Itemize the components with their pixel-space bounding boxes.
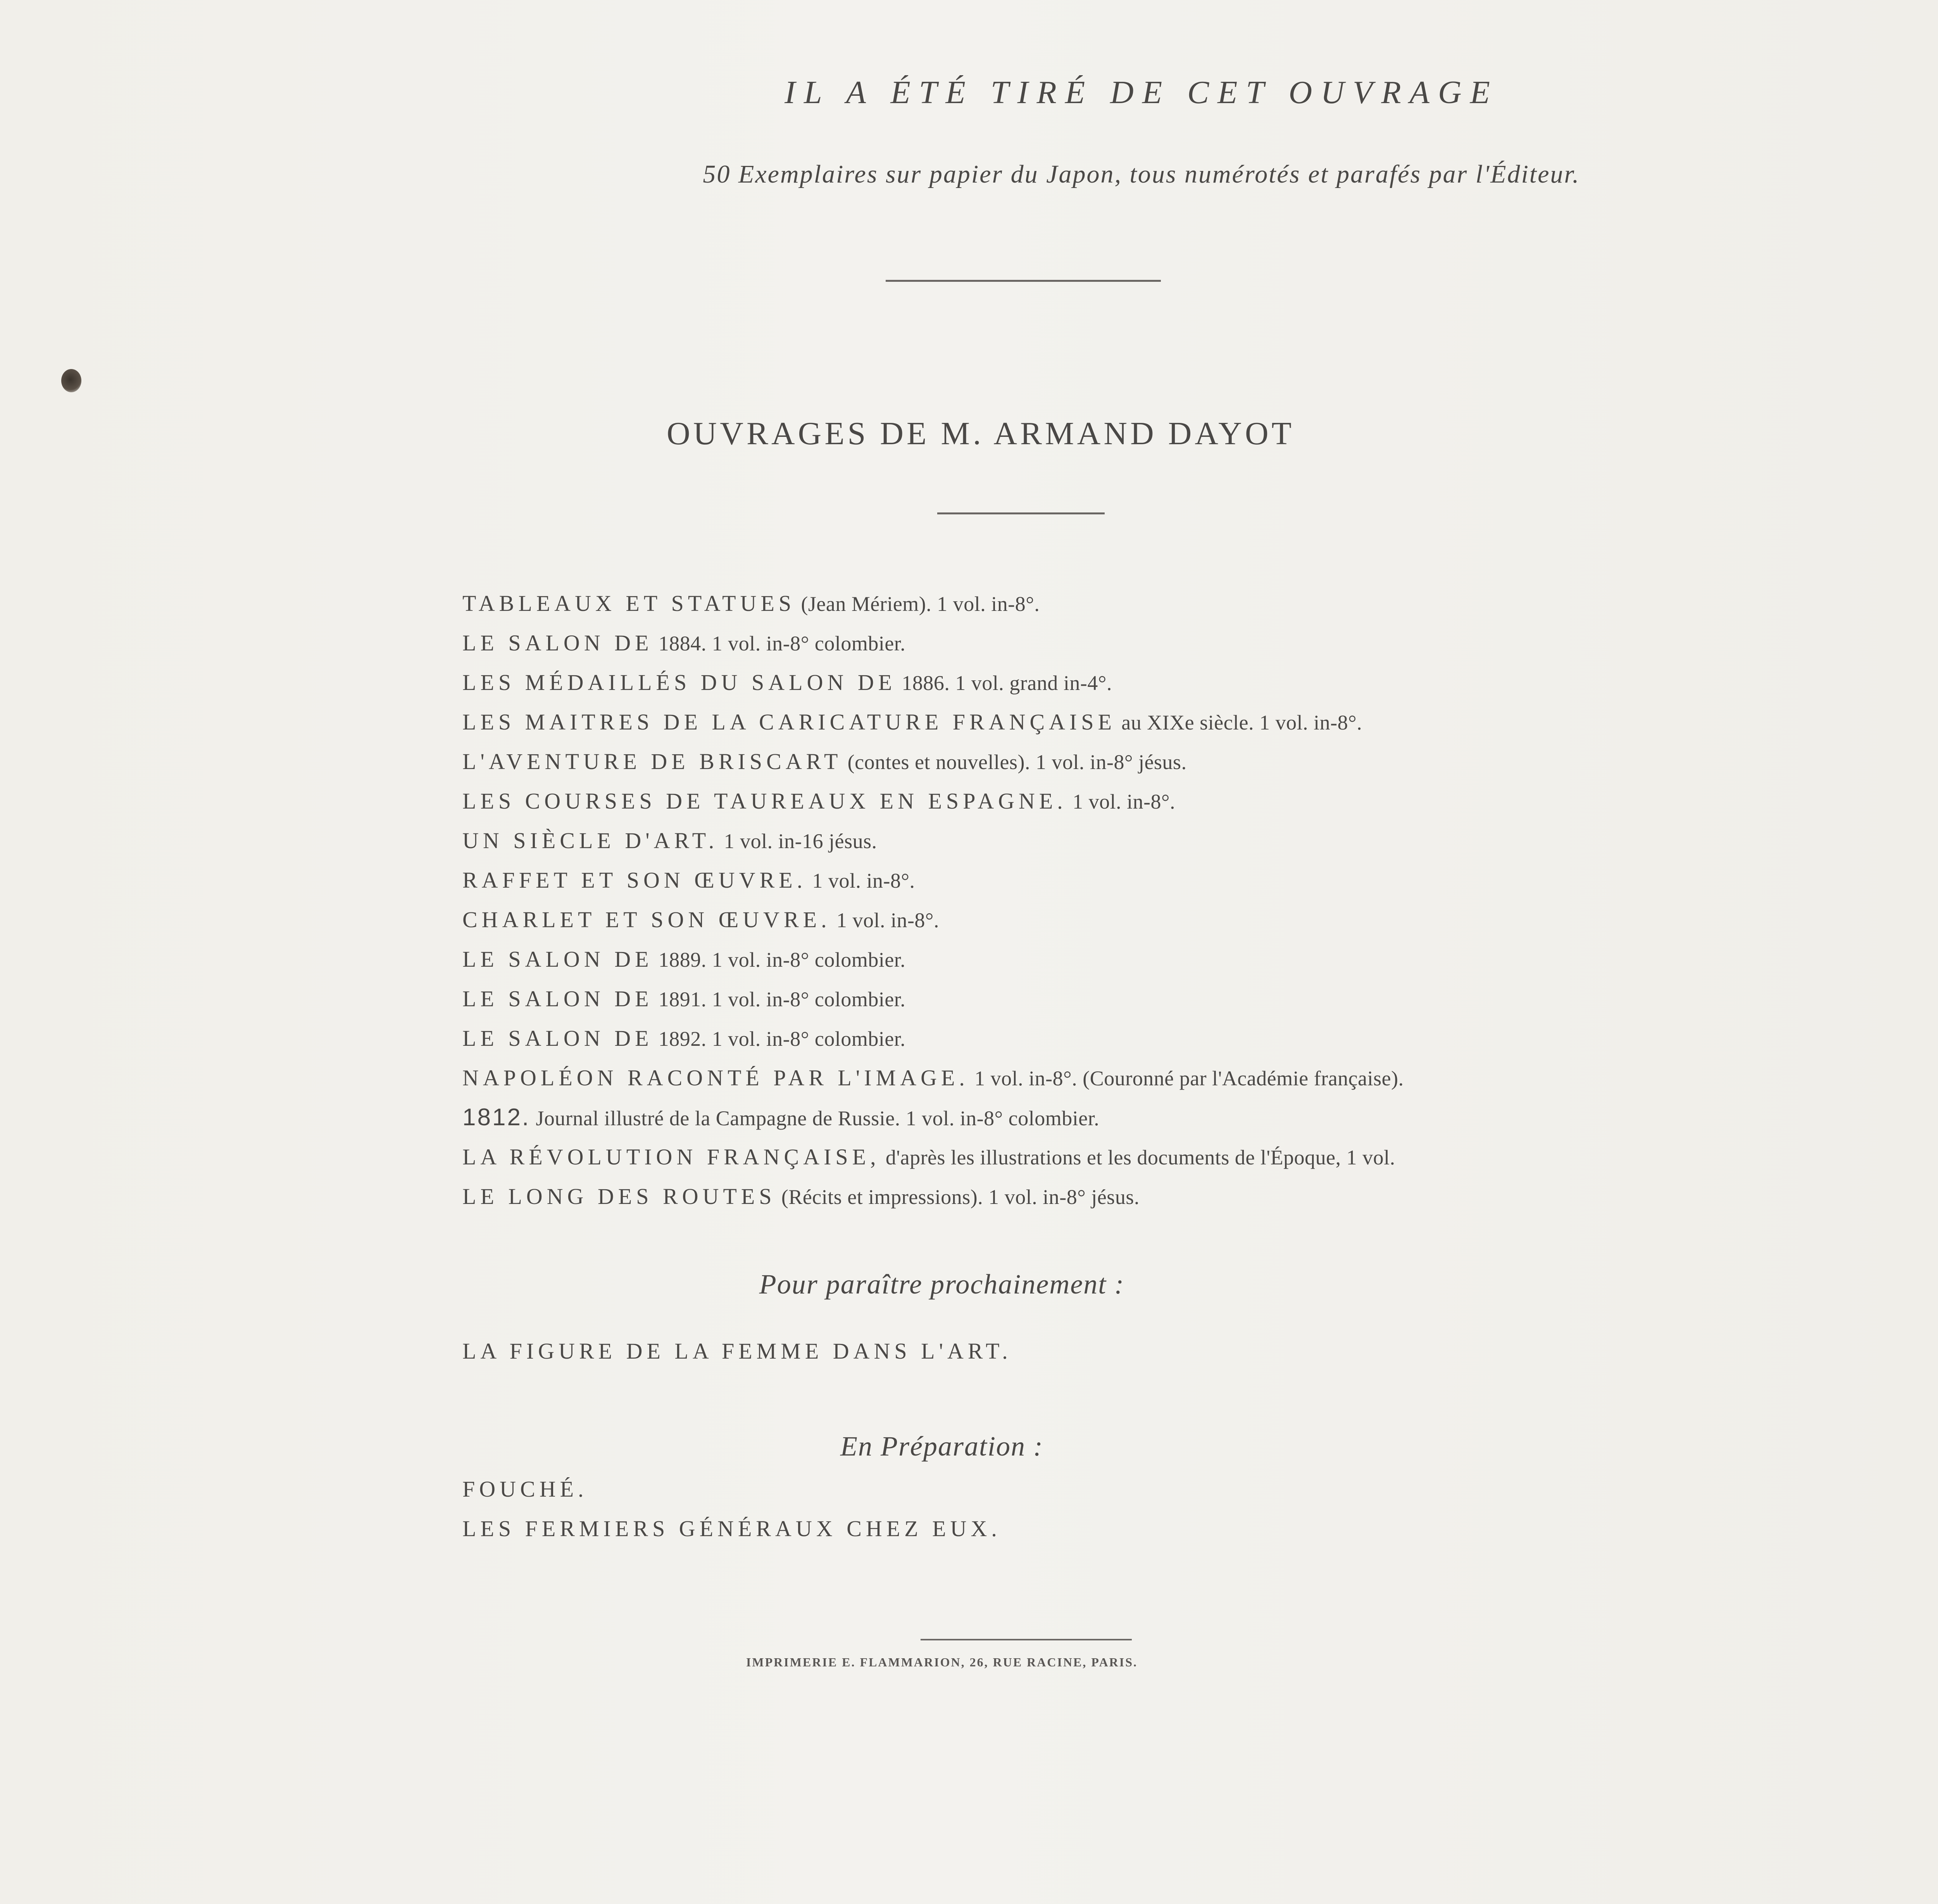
- work-detail: (Jean Mériem). 1 vol. in-8°.: [801, 592, 1040, 616]
- work-title: LE SALON DE: [462, 947, 653, 972]
- work-detail: 1892. 1 vol. in-8° colombier.: [658, 1027, 906, 1050]
- list-item: [462, 623, 1404, 663]
- work-detail: (Récits et impressions). 1 vol. in-8° jésus.: [781, 1185, 1140, 1209]
- work-title: 1812.: [462, 1104, 531, 1131]
- work-detail: 1891. 1 vol. in-8° colombier.: [658, 988, 906, 1011]
- divider-ouvrages: [937, 512, 1105, 514]
- work-detail: au XIXe siècle. 1 vol. in-8°.: [1121, 711, 1362, 734]
- forthcoming-heading: Pour paraître prochainement :: [759, 1269, 1125, 1300]
- ouvrages-title: OUVRAGES DE M. ARMAND DAYOT: [666, 416, 1295, 452]
- work-detail: 1 vol. in-16 jésus.: [724, 830, 877, 853]
- preparation-item: LES FERMIERS GÉNÉRAUX CHEZ EUX.: [462, 1516, 1001, 1541]
- list-item: [462, 1019, 1404, 1058]
- list-item: [462, 584, 1404, 623]
- work-title: LE SALON DE: [462, 1026, 653, 1051]
- work-detail: 1886. 1 vol. grand in-4°.: [902, 671, 1112, 695]
- work-title: LE SALON DE: [462, 986, 653, 1011]
- work-detail: 1884. 1 vol. in-8° colombier.: [658, 632, 906, 655]
- list-item: [462, 821, 1404, 861]
- list-item: [462, 1177, 1404, 1216]
- list-item: [462, 663, 1404, 702]
- work-detail: Journal illustré de la Campagne de Russie. 1 vol. in-8° colombier.: [536, 1107, 1100, 1130]
- work-title: CHARLET ET SON ŒUVRE.: [462, 907, 831, 932]
- work-title: L'AVENTURE DE BRISCART: [462, 749, 842, 774]
- work-detail: 1 vol. in-8°.: [812, 869, 915, 892]
- list-item: [462, 940, 1404, 979]
- tirage-heading: IL A ÉTÉ TIRÉ DE CET OUVRAGE: [785, 74, 1498, 110]
- work-detail: d'après les illustrations et les documents de l'Époque, 1 vol.: [885, 1146, 1395, 1169]
- work-title: LE LONG DES ROUTES: [462, 1184, 776, 1209]
- work-detail: (contes et nouvelles). 1 vol. in-8° jésus.: [847, 750, 1187, 774]
- list-item: [462, 861, 1404, 900]
- work-detail: 1 vol. in-8°.: [1072, 790, 1176, 813]
- preparation-item: FOUCHÉ.: [462, 1476, 588, 1502]
- work-title: NAPOLÉON RACONTÉ PAR L'IMAGE.: [462, 1065, 969, 1090]
- list-item: [462, 1058, 1404, 1098]
- list-item: [462, 781, 1404, 821]
- work-title: TABLEAUX ET STATUES: [462, 591, 796, 616]
- forthcoming-item: LA FIGURE DE LA FEMME DANS L'ART.: [462, 1338, 1012, 1364]
- works-list: [462, 584, 1404, 1216]
- work-title: LE SALON DE: [462, 630, 653, 655]
- work-detail: 1 vol. in-8°.: [836, 909, 940, 932]
- divider-imprint: [921, 1639, 1132, 1640]
- list-item: [462, 1098, 1404, 1137]
- list-item: [462, 1137, 1404, 1177]
- work-title: LES MAITRES DE LA CARICATURE FRANÇAISE: [462, 709, 1116, 735]
- work-detail: 1889. 1 vol. in-8° colombier.: [658, 948, 906, 971]
- divider-top: [886, 280, 1161, 282]
- ink-spot: [61, 369, 81, 392]
- list-item: [462, 742, 1404, 781]
- preparation-heading: En Préparation :: [840, 1431, 1043, 1462]
- imprint: IMPRIMERIE E. FLAMMARION, 26, RUE RACINE, PARIS.: [746, 1655, 1138, 1669]
- list-item: [462, 900, 1404, 940]
- list-item: [462, 702, 1404, 742]
- work-title: UN SIÈCLE D'ART.: [462, 828, 719, 853]
- work-title: LES MÉDAILLÉS DU SALON DE: [462, 670, 897, 695]
- tirage-note: 50 Exemplaires sur papier du Japon, tous numérotés et parafés par l'Éditeur.: [703, 160, 1580, 188]
- work-title: LA RÉVOLUTION FRANÇAISE,: [462, 1144, 880, 1169]
- work-title: LES COURSES DE TAUREAUX EN ESPAGNE.: [462, 788, 1067, 814]
- list-item: [462, 979, 1404, 1019]
- work-title: RAFFET ET SON ŒUVRE.: [462, 867, 807, 893]
- work-detail: 1 vol. in-8°. (Couronné par l'Académie française).: [974, 1067, 1404, 1090]
